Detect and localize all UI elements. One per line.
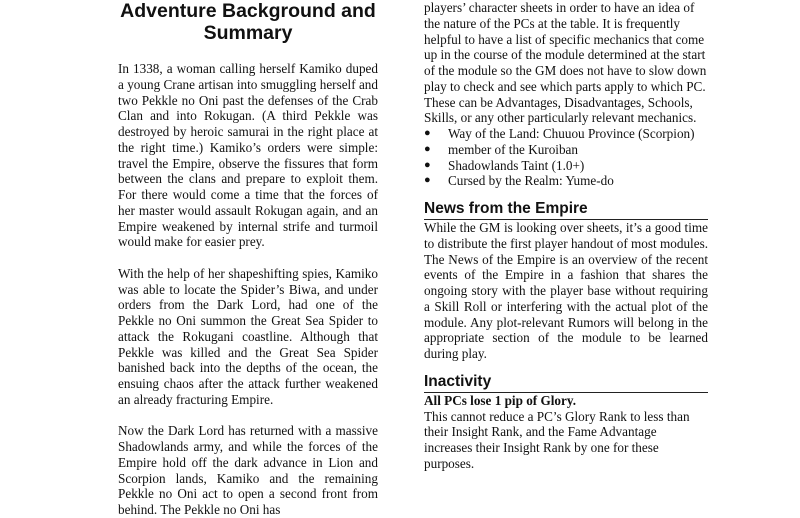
inactivity-paragraph: This cannot reduce a PC’s Glory Rank to less than their Insight Rank, and the Fame Advantage increases their Insight Rank by one for these purposes. [424, 408, 690, 471]
inactivity-rule: All PCs lose 1 pip of Glory. [424, 392, 577, 408]
inactivity-section [424, 373, 708, 472]
left-column [118, 0, 378, 518]
background-paragraph-1: In 1338, a woman calling herself Kamiko duped a young Crane artisan into smuggling herself and two Pekkle no Oni past the defenses of the Crab Clan and into Rokugan. (A third Pekkle was destroyed by heroic samurai in the right place at the right time.) Kamiko’s orders were simple: travel the Empire, observe the fissures that form between the clans and prepare to exploit them. For there would come a time that the forces of her master would assault Rokugan again, and an Empire weakened by internal strife and turmoil would make for easier prey. [118, 61, 378, 250]
gm-intro-paragraph: players’ character sheets in order to have an idea of the nature of the PCs at the table. It is frequently helpful to have a list of specific mechanics that come up in the course of the module determined at the start of the module so the GM does not have to slow down play to check and see which parts apply to which PC. These can be Advantages, Disadvantages, Schools, Skills, or any other particularly relevant mechanics. [424, 0, 707, 126]
right-column [424, 0, 708, 472]
background-paragraph-3: Now the Dark Lord has returned with a massive Shadowlands army, and while the forces of the Empire hold off the dark advance in Lion and Scorpion lands, Kamiko and the remaining Pekkle no Oni act to open a second front from behind. The Pekkle no Oni has [118, 423, 378, 517]
list-item [424, 126, 708, 142]
news-paragraph: While the GM is looking over sheets, it’s a good time to distribute the first player handout of most modules. The News of the Empire is an overview of the recent events of the Empire in a fashion that shares the ongoing story with the player base without requiring a Skill Roll or interfering with the actual plot of the module. Any plot-relevant Rumors will belong in the appropriate section of the module to be learned during play. [424, 220, 708, 361]
bullet-icon: ● [424, 127, 431, 139]
news-section [424, 200, 708, 362]
section-title-line2: Summary [203, 22, 293, 44]
bullet-icon: ● [424, 174, 431, 187]
list-item-text: member of the Kuroiban [448, 141, 579, 157]
news-heading: News from the Empire [424, 200, 708, 220]
section-title-line1: Adventure Background and [120, 0, 376, 22]
list-item [424, 158, 708, 174]
list-item [424, 173, 708, 189]
list-item-text: Way of the Land: Chuuou Province (Scorpion) [448, 126, 695, 141]
background-paragraph-2: With the help of her shapeshifting spies, Kamiko was able to locate the Spider’s Biwa, and under orders from the Dark Lord, had one of the Pekkle no Oni summon the Great Sea Spider to attack the Rokugani coastline. Although that Pekkle was killed and the Great Sea Spider banished back into the depths of the ocean, the ensuing chaos after the attack further weakened an already fracturing Empire. [118, 265, 378, 407]
list-item-text: Cursed by the Realm: Yume-do [448, 173, 614, 189]
bullet-icon: ● [424, 158, 431, 171]
bullet-icon: ● [424, 142, 431, 155]
section-title [118, 0, 378, 44]
list-item-text: Shadowlands Taint (1.0+) [448, 157, 585, 173]
list-item [424, 142, 708, 158]
mechanics-list [424, 126, 708, 189]
inactivity-heading: Inactivity [424, 373, 708, 393]
